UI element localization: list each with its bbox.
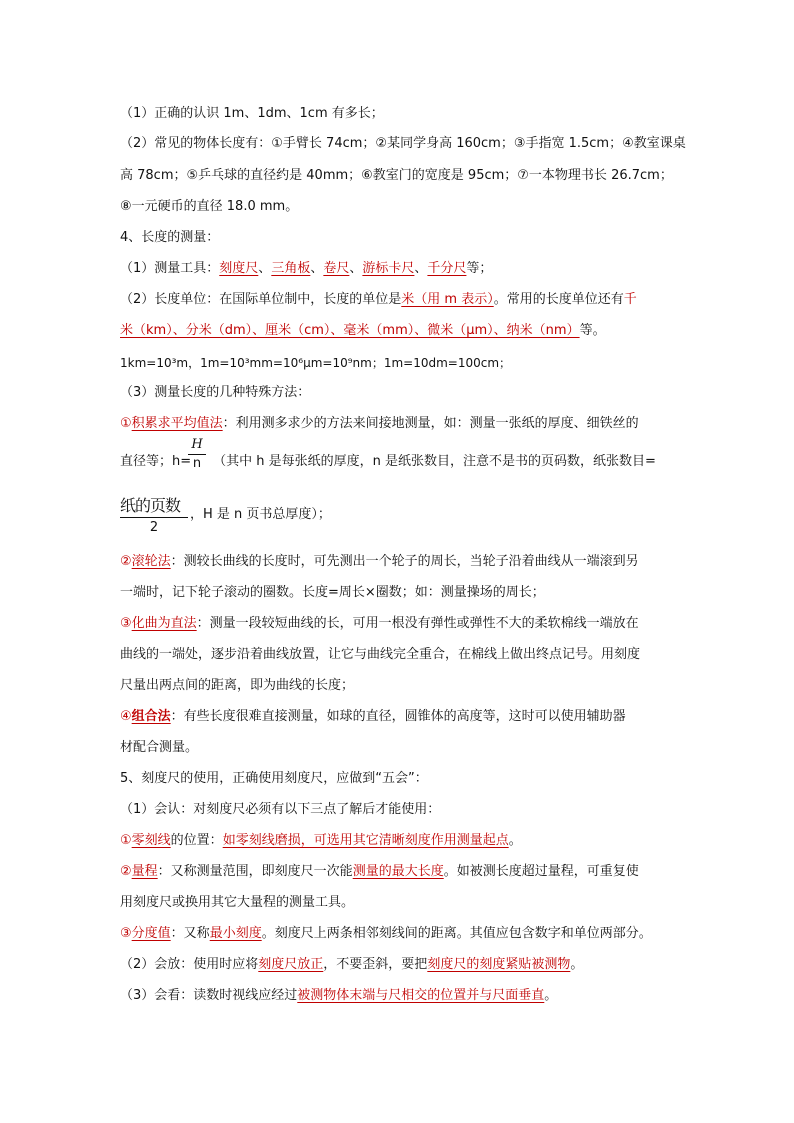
text: 。常用的长度单位还有	[493, 292, 624, 307]
paragraph-2-line-2	[120, 166, 680, 186]
placement	[120, 955, 680, 975]
denominator: 2	[149, 520, 159, 535]
reading	[120, 986, 680, 1006]
circled-number: ③	[120, 926, 132, 941]
range-line-2	[120, 893, 680, 913]
method-2-line-2	[120, 583, 680, 603]
range-line-1	[120, 862, 680, 882]
term: 刻度尺放正	[258, 957, 324, 972]
text: （2）会放：使用时应将	[120, 957, 259, 972]
text: （1）测量工具：	[120, 261, 220, 276]
sep: 、	[258, 261, 272, 276]
method-1-line-1	[120, 414, 680, 434]
term: 千	[623, 292, 637, 307]
text: 材配合测量。	[120, 740, 199, 755]
text: 4、长度的测量：	[120, 230, 220, 245]
sep: 、	[414, 261, 428, 276]
term: 分度值	[131, 926, 171, 941]
text: 一端时，记下轮子滚动的圈数。长度=周长×圈数；如：测量操场的周长；	[120, 585, 545, 600]
term: 游标卡尺	[362, 261, 415, 276]
text: 。如被测长度超过量程，可重复使	[443, 864, 639, 879]
text: （1）正确的认识 1m、1dm、1cm 有多长；	[120, 106, 384, 121]
text: 等。	[579, 323, 606, 338]
text: （2）长度单位：在国际单位制中，长度的单位是	[120, 292, 402, 307]
term: 量程	[131, 864, 158, 879]
sep: 、	[349, 261, 363, 276]
text: 曲线的一端处，逐步沿着曲线放置，让它与曲线完全重合，在棉线上做出终点记号。用刻度	[120, 647, 641, 662]
length-units-line-1	[120, 290, 680, 310]
unit-conversion	[120, 353, 680, 373]
text: ：利用测多求少的方法来间接地测量，如：测量一张纸的厚度、细铁丝的	[222, 416, 639, 431]
numerator: H	[191, 437, 203, 452]
method-4-line-2	[120, 738, 680, 758]
section-5-heading	[120, 769, 680, 789]
text: 直径等；h=	[120, 454, 192, 469]
circled-number: ③	[120, 616, 132, 631]
term: 最小刻度	[209, 926, 262, 941]
text: 。	[508, 833, 522, 848]
text: ：又称	[170, 926, 210, 941]
text: （2）常见的物体长度有：①手臂长 74cm；②某同学身高 160cm；③手指宽 1.5cm；④教室课桌	[120, 136, 686, 151]
circled-number: ①	[120, 833, 132, 848]
fraction-h-over-n	[188, 436, 206, 473]
circled-number: ②	[120, 864, 132, 879]
text: 用刻度尺或换用其它大量程的测量工具。	[120, 895, 355, 910]
term: 三角板	[271, 261, 311, 276]
paragraph-1	[120, 104, 680, 124]
method-3-line-1	[120, 614, 680, 634]
term: 化曲为直法	[131, 616, 197, 631]
measuring-tools	[120, 259, 680, 279]
text: ：又称测量范围，即刻度尺一次能	[157, 864, 353, 879]
term: 积累求平均值法	[131, 416, 223, 431]
fraction-pages-over-2	[120, 495, 188, 538]
text: （3）会看：读数时视线应经过	[120, 988, 298, 1003]
circled-number: ②	[120, 554, 132, 569]
method-3-line-3	[120, 676, 680, 696]
recognize-heading	[120, 800, 680, 820]
numerator: 纸的页数	[120, 496, 181, 515]
text: 5、刻度尺的使用，正确使用刻度尺，应做到“五会”：	[120, 771, 428, 786]
denominator: n	[192, 456, 202, 471]
special-methods-heading	[120, 383, 680, 403]
term: 滚轮法	[131, 554, 171, 569]
text: 的位置：	[170, 833, 223, 848]
text: 等；	[466, 261, 493, 276]
term: 被测物体末端与尺相交的位置并与尺面垂直	[297, 988, 545, 1003]
text: ⑧一元硬币的直径 18.0 mm。	[120, 199, 299, 214]
term: 刻度尺	[219, 261, 259, 276]
term: 卷尺	[323, 261, 350, 276]
text: 1km=10³m，1m=10³mm=10⁶μm=10⁹nm；1m=10dm=100cm；	[120, 356, 512, 370]
text: 。刻度尺上两条相邻刻线间的距离。其值应包含数字和单位两部分。	[261, 926, 652, 941]
term: 刻度尺的刻度紧贴被测物	[427, 957, 571, 972]
text: （其中 h 是每张纸的厚度，n 是纸张数目，注意不是书的页码数，纸张数目=	[213, 454, 656, 469]
term: 如零刻线磨损，可选用其它清晰刻度作用测量起点	[222, 833, 509, 848]
zero-mark	[120, 831, 680, 851]
paragraph-2-line-3	[120, 197, 680, 217]
term: 测量的最大长度	[352, 864, 444, 879]
text: ，H 是 n 页书总厚度）；	[190, 507, 331, 522]
division-value	[120, 924, 680, 944]
text: （1）会认：对刻度尺必须有以下三点了解后才能使用：	[120, 802, 441, 817]
method-3-line-2	[120, 645, 680, 665]
term: 千分尺	[427, 261, 467, 276]
term: 组合法	[131, 709, 171, 724]
circled-number: ④	[120, 709, 132, 724]
text: ：有些长度很难直接测量，如球的直径，圆锥体的高度等，这时可以使用辅助器	[170, 709, 626, 724]
circled-number: ①	[120, 416, 132, 431]
text: ：测量一段较短曲线的长，可用一根没有弹性或弹性不大的柔软棉线一端放在	[196, 616, 639, 631]
text: 。	[570, 957, 584, 972]
method-4-line-1	[120, 707, 680, 727]
text: 高 78cm；⑤乒乓球的直径约是 40mm；⑥教室门的宽度是 95cm；⑦一本物理书长 26.7cm；	[120, 168, 673, 183]
text: ：测较长曲线的长度时，可先测出一个轮子的周长，当轮子沿着曲线从一端滚到另	[170, 554, 639, 569]
method-2-line-1	[120, 552, 680, 572]
term: 米（km）、分米（dm）、厘米（cm）、毫米（mm）、微米（μm）、纳米（nm）	[120, 323, 580, 338]
text: （3）测量长度的几种特殊方法：	[120, 385, 311, 400]
text: 尺量出两点间的距离，即为曲线的长度；	[120, 678, 355, 693]
text: 。	[544, 988, 558, 1003]
term: 米（用 m 表示）	[401, 292, 494, 307]
sep: 、	[310, 261, 324, 276]
method-1-line-3	[190, 505, 670, 525]
section-4-heading	[120, 228, 680, 248]
length-units-line-2	[120, 321, 680, 341]
text: ，不要歪斜，要把	[323, 957, 428, 972]
paragraph-2-line-1	[120, 134, 686, 154]
term: 零刻线	[131, 833, 171, 848]
